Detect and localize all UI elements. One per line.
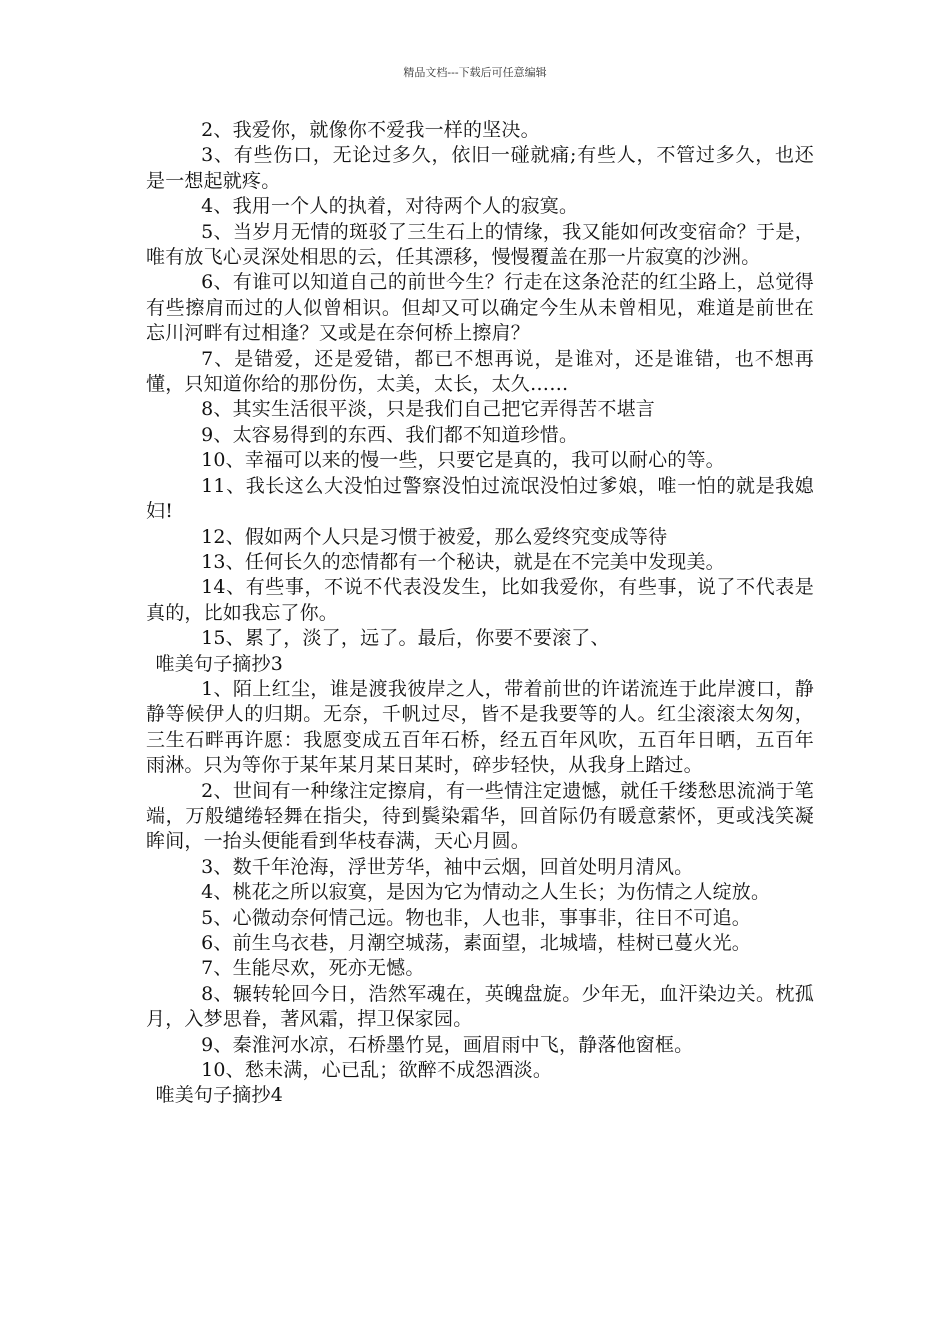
paragraph: 11、我长这么大没怕过警察没怕过流氓没怕过爹娘，唯一怕的就是我媳妇! (146, 474, 814, 523)
paragraph: 6、有谁可以知道自己的前世今生？行走在这条沧茫的红尘路上，总觉得有些擦肩而过的人似曾相识。但却又可以确定今生从未曾相见，难道是前世在忘川河畔有过相逢？又或是在奈何桥上擦肩？ (146, 271, 814, 345)
paragraph: 14、有些事，不说不代表没发生，比如我爱你，有些事，说了不代表是真的，比如我忘了你。 (146, 576, 814, 624)
section-heading: 唯美句子摘抄3 (155, 652, 283, 675)
paragraph: 12、假如两个人只是习惯于被爱，那么爱终究变成等待 (201, 525, 668, 548)
paragraph: 8、其实生活很平淡，只是我们自己把它弄得苦不堪言 (201, 398, 655, 421)
paragraph: 7、是错爱，还是爱错，都已不想再说，是谁对，还是谁错，也不想再懂，只知道你给的那份伤，太美，太长，太久…… (146, 347, 814, 396)
paragraph: 15、累了，淡了，远了。最后，你要不要滚了、 (201, 627, 610, 650)
paragraph: 3、有些伤口，无论过多久，依旧一碰就痛;有些人，不管过多久，也还是一想起就疼。 (146, 144, 814, 192)
paragraph: 7、生能尽欢，死亦无憾。 (201, 957, 425, 980)
paragraph: 10、愁未满，心已乱；欲醉不成怨酒淡。 (201, 1059, 553, 1082)
paragraph: 4、我用一个人的执着，对待两个人的寂寞。 (201, 195, 579, 218)
paragraph: 6、前生乌衣巷，月潮空城荡，素面望，北城墙，桂树已蔓火光。 (201, 932, 751, 954)
paragraph: 3、数千年沧海，浮世芳华，袖中云烟，回首处明月清风。 (201, 855, 694, 878)
paragraph: 4、桃花之所以寂寞，是因为它为情动之人生长；为伤情之人绽放。 (201, 881, 771, 904)
paragraph: 2、我爱你，就像你不爱我一样的坚决。 (201, 119, 540, 141)
document-body (146, 118, 814, 1109)
paragraph: 2、世间有一种缘注定擦肩，有一些情注定遗憾，就任千缕愁思流淌于笔端，万般缱绻轻舞在指尖，待到鬓染霜华，回首际仍有暖意萦怀，更或浅笑凝眸间，一抬头便能看到华枝春满，天心月圆。 (146, 779, 814, 853)
paragraph: 5、当岁月无情的斑驳了三生石上的情缘，我又能如何改变宿命？于是，唯有放飞心灵深处相思的云，任其漂移，慢慢覆盖在那一片寂寞的沙洲。 (146, 220, 814, 269)
paragraph: 1、陌上红尘，谁是渡我彼岸之人，带着前世的许诺流连于此岸渡口，静静等候伊人的归期。无奈，千帆过尽，皆不是我要等的人。红尘滚滚太匆匆，三生石畔再许愿：我愿变成五百年石桥，经五百年风吹，五百年日晒，五百年雨淋。只为等你于某年某月某日某时，碎步轻快，从我身上踏过。 (146, 677, 814, 777)
paragraph: 8、辗转轮回今日，浩然军魂在，英魄盘旋。少年无，血汗染边关。枕孤月，入梦思眷，著风霜，捍卫保家园。 (146, 982, 814, 1031)
paragraph: 10、幸福可以来的慢一些，只要它是真的，我可以耐心的等。 (201, 449, 725, 472)
page-header: 精品文档---下载后可任意编辑 (403, 66, 547, 79)
paragraph: 5、心微动奈何情己远。物也非，人也非，事事非，往日不可追。 (201, 906, 751, 929)
paragraph: 9、太容易得到的东西、我们都不知道珍惜。 (201, 423, 579, 446)
paragraph: 9、秦淮河水凉，石桥墨竹晃，画眉雨中飞，静落他窗框。 (201, 1033, 694, 1056)
section-heading: 唯美句子摘抄4 (155, 1084, 283, 1107)
paragraph: 13、任何长久的恋情都有一个秘诀，就是在不完美中发现美。 (201, 550, 725, 573)
